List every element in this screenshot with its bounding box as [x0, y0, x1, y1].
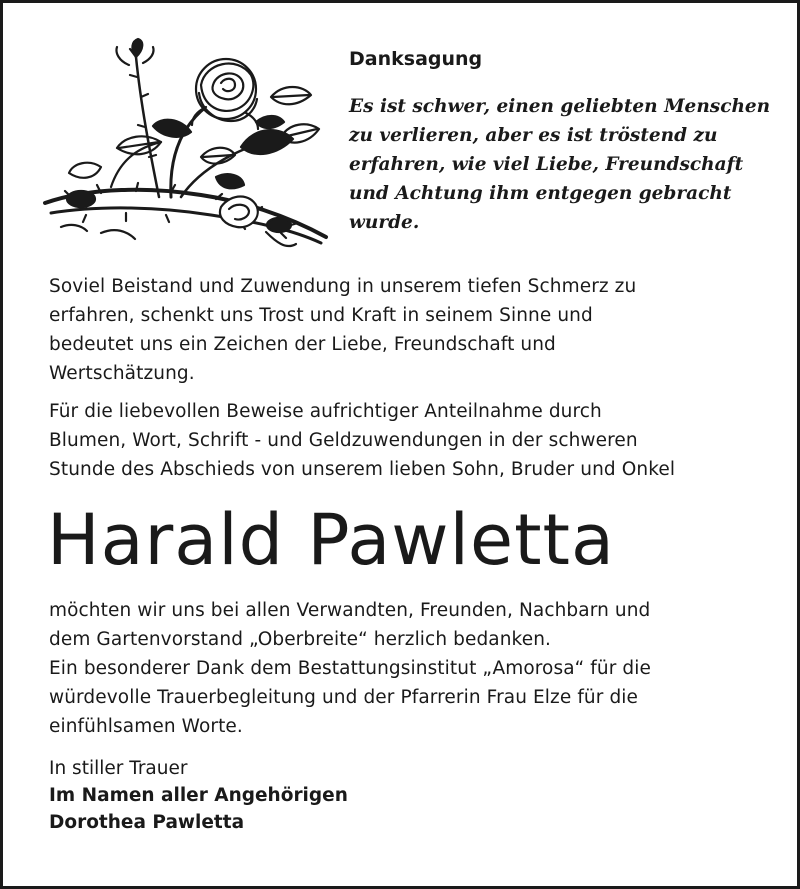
- paragraph-support: Soviel Beistand und Zuwendung in unserem tiefen Schmerz zu erfahren, schenkt uns Trost und Kraft in seinem Sinne und bedeutet uns ein Zeichen der Liebe, Freundschaft und Wertschätzung.: [49, 276, 637, 384]
- notice-heading: Danksagung: [349, 48, 483, 70]
- quote-text: Es ist schwer, einen geliebten Menschen zu verlieren, aber es ist tröstend zu erfahren, wie viel Liebe, Freundschaft und Achtung ihm entgegen gebracht wurde.: [349, 96, 771, 233]
- signature-line-2: Dorothea Pawletta: [49, 812, 245, 833]
- deceased-name: Harald Pawletta: [47, 499, 615, 581]
- paragraph-condolences: Für die liebevollen Beweise aufrichtiger Anteilnahme durch Blumen, Wort, Schrift - und Geldzuwendungen in der schweren Stunde des Abschieds von unserem lieben Sohn, Bruder und Onkel: [49, 401, 676, 480]
- paragraph-thanks: möchten wir uns bei allen Verwandten, Freunden, Nachbarn und dem Gartenvorstand „Oberbreite“ herzlich bedanken. Ein besonderer Dank dem Bestattungsinstitut „Amorosa“ für die würdevolle Trauerbegleitung und der Pfarrerin Frau Elze für die einfühlsamen Worte.: [49, 600, 651, 737]
- rose-icon: [41, 37, 331, 255]
- signature-line-1: Im Namen aller Angehörigen: [49, 785, 348, 806]
- closing-text: In stiller Trauer: [49, 758, 188, 779]
